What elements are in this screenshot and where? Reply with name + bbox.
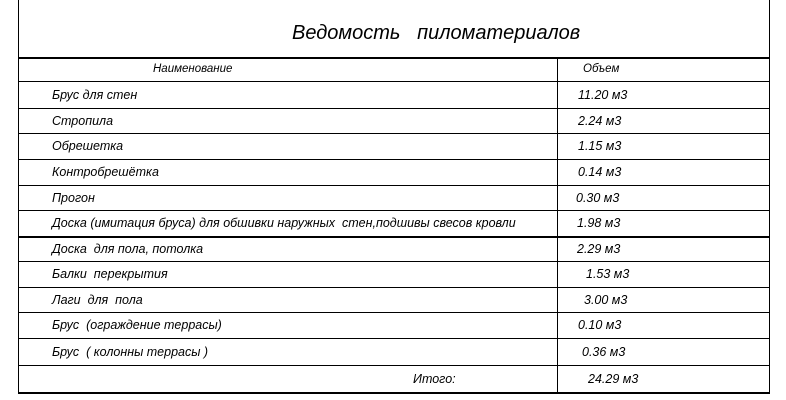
table-row bbox=[18, 312, 770, 338]
item-volume-cell: 0.36 м3 bbox=[582, 344, 626, 359]
table-row bbox=[18, 159, 770, 185]
header-name-cell: Наименование bbox=[153, 63, 233, 75]
table-row bbox=[18, 185, 770, 210]
item-name-cell: Стропила bbox=[52, 113, 114, 128]
item-volume-cell: 1.53 м3 bbox=[586, 267, 630, 281]
table-row bbox=[18, 287, 770, 312]
item-volume-cell: 2.29 м3 bbox=[577, 241, 621, 256]
table-row bbox=[18, 261, 770, 287]
item-name-cell: Брус ( колонны террасы ) bbox=[52, 344, 209, 359]
item-name-cell: Брус (ограждение террасы) bbox=[52, 318, 222, 332]
item-name-cell: Брус для стен bbox=[52, 87, 138, 102]
item-name-cell: Прогон bbox=[52, 190, 95, 205]
table-row bbox=[18, 210, 770, 236]
table-row bbox=[18, 81, 770, 108]
table-row bbox=[18, 338, 770, 365]
table-row bbox=[18, 133, 770, 159]
page-title: Ведомость пиломатериалов bbox=[292, 22, 581, 44]
table-rule bbox=[18, 392, 770, 394]
item-name-cell: Балки перекрытия bbox=[52, 267, 168, 281]
table-header-row bbox=[18, 57, 770, 81]
item-name-cell: Обрешетка bbox=[52, 139, 124, 153]
item-volume-cell: 11.20 м3 bbox=[578, 87, 628, 102]
header-volume-cell: Объем bbox=[583, 63, 620, 75]
item-volume-cell: 0.30 м3 bbox=[576, 190, 620, 205]
item-volume-cell: 3.00 м3 bbox=[584, 292, 628, 307]
item-name-cell: Лаги для пола bbox=[52, 292, 143, 307]
table-row bbox=[18, 108, 770, 133]
total-volume-cell: 24.29 м3 bbox=[588, 371, 639, 386]
table-total-row bbox=[18, 365, 770, 392]
item-name-cell: Доска (имитация бруса) для обшивки наружных стен,подшивы свесов кровли bbox=[52, 216, 516, 230]
item-volume-cell: 2.24 м3 bbox=[578, 113, 622, 128]
item-name-cell: Доска для пола, потолка bbox=[52, 241, 204, 256]
item-name-cell: Контробрешётка bbox=[52, 165, 159, 179]
item-volume-cell: 0.14 м3 bbox=[578, 165, 622, 179]
item-volume-cell: 1.15 м3 bbox=[578, 139, 622, 153]
item-volume-cell: 0.10 м3 bbox=[578, 318, 622, 332]
item-volume-cell: 1.98 м3 bbox=[577, 216, 621, 230]
total-label-cell: Итого: bbox=[413, 371, 456, 386]
table-row bbox=[18, 236, 770, 261]
